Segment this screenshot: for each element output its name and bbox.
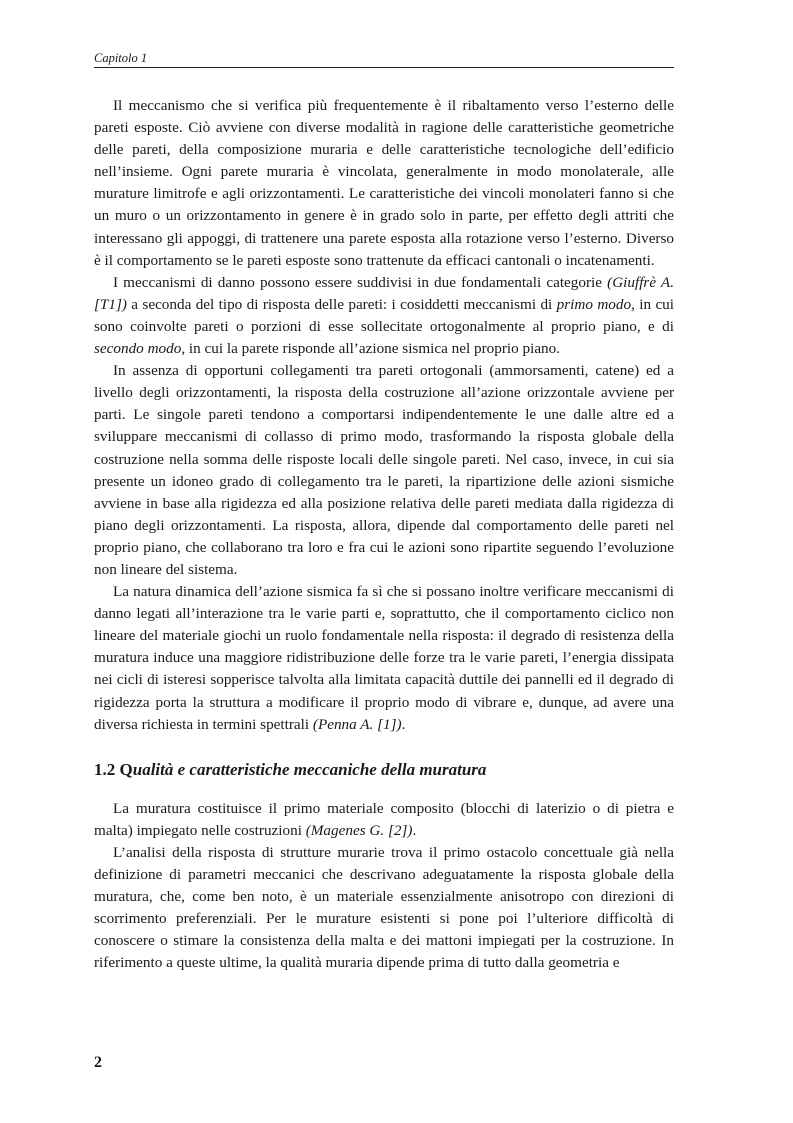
page-number: 2 — [94, 1054, 102, 1071]
running-title: Capitolo 1 — [94, 51, 148, 65]
paragraph: I meccanismi di danno possono essere suddivisi in due fondamentali categorie (Giuffrè A. [T1]) a seconda del tipo di risposta delle pareti: i cosiddetti meccanismi di primo modo, in cui sono coinvolte pareti o porzioni di esse sollecitate ortogonalmente al proprio piano, e di secondo modo, in cui la parete risponde all’azione sismica nel proprio piano. — [94, 273, 674, 358]
paragraph: L’analisi della risposta di strutture murarie trova il primo ostacolo concettuale già nella definizione di parametri meccanici che descrivano adeguatamente la risposta globale della muratura, che, come ben noto, è un materiale essenzialmente anisotropo con direzioni di scorrimento preferenziali. Per le murature esistenti si pone poi l’ulteriore difficoltà di conoscere o stimare la consistenza della malta e dei mattoni impiegati per la costruzione. In riferimento a queste ultime, la qualità muraria dipende prima di tutto dalla geometria e — [94, 843, 674, 972]
paragraph: Il meccanismo che si verifica più frequentemente è il ribaltamento verso l’esterno delle pareti esposte. Ciò avviene con diverse modalità in ragione delle caratteristiche geometriche delle pareti, della composizione muraria e delle caratteristiche tecnologiche dell’edificio nell’insieme. Ogni parete muraria è vincolata, generalmente in modo monolaterale, alle murature limitrofe e agli orizzontamenti. Le caratteristiche dei vincoli monolateri fanno si che un muro o un orizzontamento in genere è in grado solo in parte, per effetto degli attriti che interessano gli appoggi, di trattenere una parete esposta alla rotazione verso l’esterno. Diverso è il comportamento se le pareti esposte sono trattenute da efficaci cantonali o incatenamenti. — [94, 97, 674, 269]
paragraph: La natura dinamica dell’azione sismica fa sì che si possano inoltre verificare meccanismi di danno legati all’interazione tra le varie parti e, soprattutto, che il comportamento ciclico non lineare del materiale giochi un ruolo fondamentale nella risposta: il degrado di resistenza della muratura induce una maggiore ridistribuzione delle forze tra le varie pareti, l’energia dissipata nei cicli di isteresi sopperisce talvolta alla limitata capacità duttile dei pannelli ed il degrado di rigidezza porta la struttura a modificare il proprio modo di vibrare e, dunque, ad avere una diversa richiesta in termini spettrali (Penna A. [1]). — [94, 583, 674, 733]
emphasis: secondo modo — [94, 340, 182, 358]
section-heading — [94, 759, 674, 781]
citation: (Giuffrè A. [T1]) — [94, 273, 674, 313]
citation: (Penna A. [1]) — [312, 715, 402, 733]
paragraph: In assenza di opportuni collegamenti tra pareti ortogonali (ammorsamenti, catene) ed a livello degli orizzontamenti, la risposta della costruzione all’azione orizzontale avviene per parti. Le singole pareti tendono a comportarsi indipendentemente le une dalle altre ed a sviluppare meccanismi di collasso di primo modo, trasformando la risposta globale della costruzione nella somma delle risposte locali delle singole pareti. Nel caso, invece, in cui sia presente un idoneo grado di collegamento tra le pareti, la ripartizione delle azioni sismiche avviene in base alla rigidezza ed alla posizione relativa delle pareti mediata dalla rigidezza di piano degli orizzontamenti. La risposta, allora, dipende dal comportamento delle pareti nel proprio piano, che collaborano tra loro e fra cui le azioni sono ripartite seguendo l’evoluzione non lineare del sistema. — [94, 362, 674, 578]
emphasis: primo modo — [556, 295, 632, 313]
section-initial: Q — [119, 759, 133, 779]
paragraph: La muratura costituisce il primo materiale composito (blocchi di laterizio o di pietra e malta) impiegato nelle costruzioni (Magenes G. [2]). — [94, 799, 674, 839]
section-number: 1.2 — [94, 759, 116, 779]
running-header — [94, 50, 674, 68]
section-title: ualità e caratteristiche meccaniche della muratura — [132, 759, 487, 779]
citation: (Magenes G. [2]) — [305, 821, 413, 839]
body-text — [94, 95, 674, 974]
